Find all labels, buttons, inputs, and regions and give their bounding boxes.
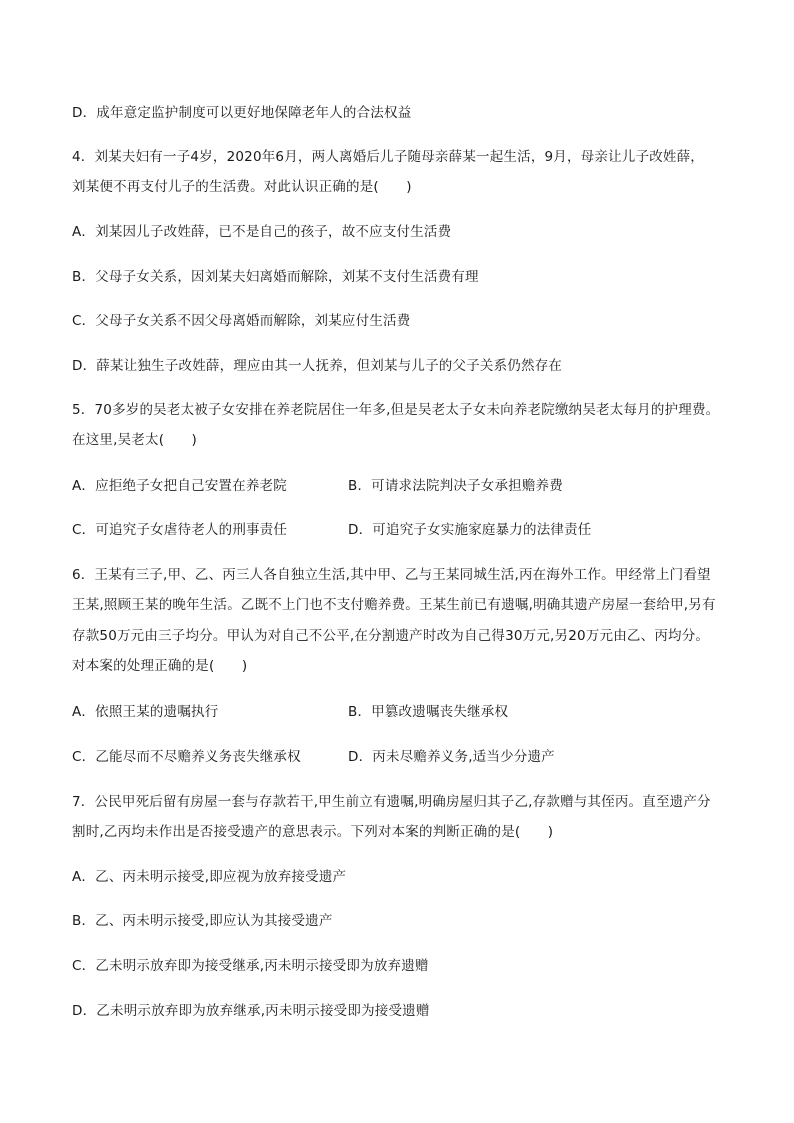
q6-stem-line1: 6．王某有三子,甲、乙、丙三人各自独立生活,其中甲、乙与王某同城生活,丙在海外工作。甲经常上门看望 xyxy=(72,567,711,583)
q6-stem-line2: 王某,照顾王某的晚年生活。乙既不上门也不支付赡养费。王某生前已有遗嘱,明确其遗产房屋一套给甲,另有 xyxy=(72,597,716,613)
q4-option-a: A．刘某因儿子改姓薛，已不是自己的孩子，故不应支付生活费 xyxy=(72,224,452,240)
q4-option-d: D．薛某让独生子改姓薛，理应由其一人抚养，但刘某与儿子的父子关系仍然存在 xyxy=(72,358,563,374)
q6-stem-line3: 存款50万元由三子均分。甲认为对自己不公平,在分割遗产时改为自己得30万元,另20万元由乙、丙均分。 xyxy=(72,628,710,644)
q5-stem-line1: 5．70多岁的吴老太被子女安排在养老院居住一年多,但是吴老太子女未向养老院缴纳吴老太每月的护理费。 xyxy=(72,402,720,418)
q6-stem-line4: 对本案的处理正确的是( ) xyxy=(72,658,248,674)
q7-stem-line1: 7．公民甲死后留有房屋一套与存款若干,甲生前立有遗嘱,明确房屋归其子乙,存款赠与其侄丙。直至遗产分 xyxy=(72,794,711,810)
q6-option-d: D．丙未尽赡养义务,适当少分遗产 xyxy=(348,749,555,765)
q5-stem-line2: 在这里,吴老太( ) xyxy=(72,432,198,448)
q6-option-a: A．依照王某的遗嘱执行 xyxy=(72,704,219,720)
q3-option-d: D．成年意定监护制度可以更好地保障老年人的合法权益 xyxy=(72,105,412,121)
q5-option-a: A．应拒绝子女把自己安置在养老院 xyxy=(72,478,287,494)
q5-option-b: B．可请求法院判决子女承担赡养费 xyxy=(348,478,563,494)
q4-option-b: B．父母子女关系，因刘某夫妇离婚而解除，刘某不支付生活费有理 xyxy=(72,269,479,285)
q6-option-c: C．乙能尽而不尽赡养义务丧失继承权 xyxy=(72,749,301,765)
q4-option-c: C．父母子女关系不因父母离婚而解除，刘某应付生活费 xyxy=(72,313,411,329)
q7-option-a: A．乙、丙未明示接受,即应视为放弃接受遗产 xyxy=(72,869,347,885)
q5-option-c: C．可追究子女虐待老人的刑事责任 xyxy=(72,522,288,538)
q4-stem-line1: 4．刘某夫妇有一子4岁，2020年6月，两人离婚后儿子随母亲薛某一起生活，9月，母亲让儿子改姓薛， xyxy=(72,149,705,165)
q4-stem-line2: 刘某便不再支付儿子的生活费。对此认识正确的是( ) xyxy=(72,179,412,195)
q6-option-b: B．甲篡改遗嘱丧失继承权 xyxy=(348,704,509,720)
q5-option-d: D．可追究子女实施家庭暴力的法律责任 xyxy=(348,522,592,538)
q7-option-b: B．乙、丙未明示接受,即应认为其接受遗产 xyxy=(72,913,333,929)
q7-option-c: C．乙未明示放弃即为接受继承,丙未明示接受即为放弃遗赠 xyxy=(72,958,429,974)
q7-stem-line2: 割时,乙丙均未作出是否接受遗产的意思表示。下列对本案的判断正确的是( ) xyxy=(72,824,554,840)
q7-option-d: D．乙未明示放弃即为放弃继承,丙未明示接受即为接受遗赠 xyxy=(72,1003,430,1019)
